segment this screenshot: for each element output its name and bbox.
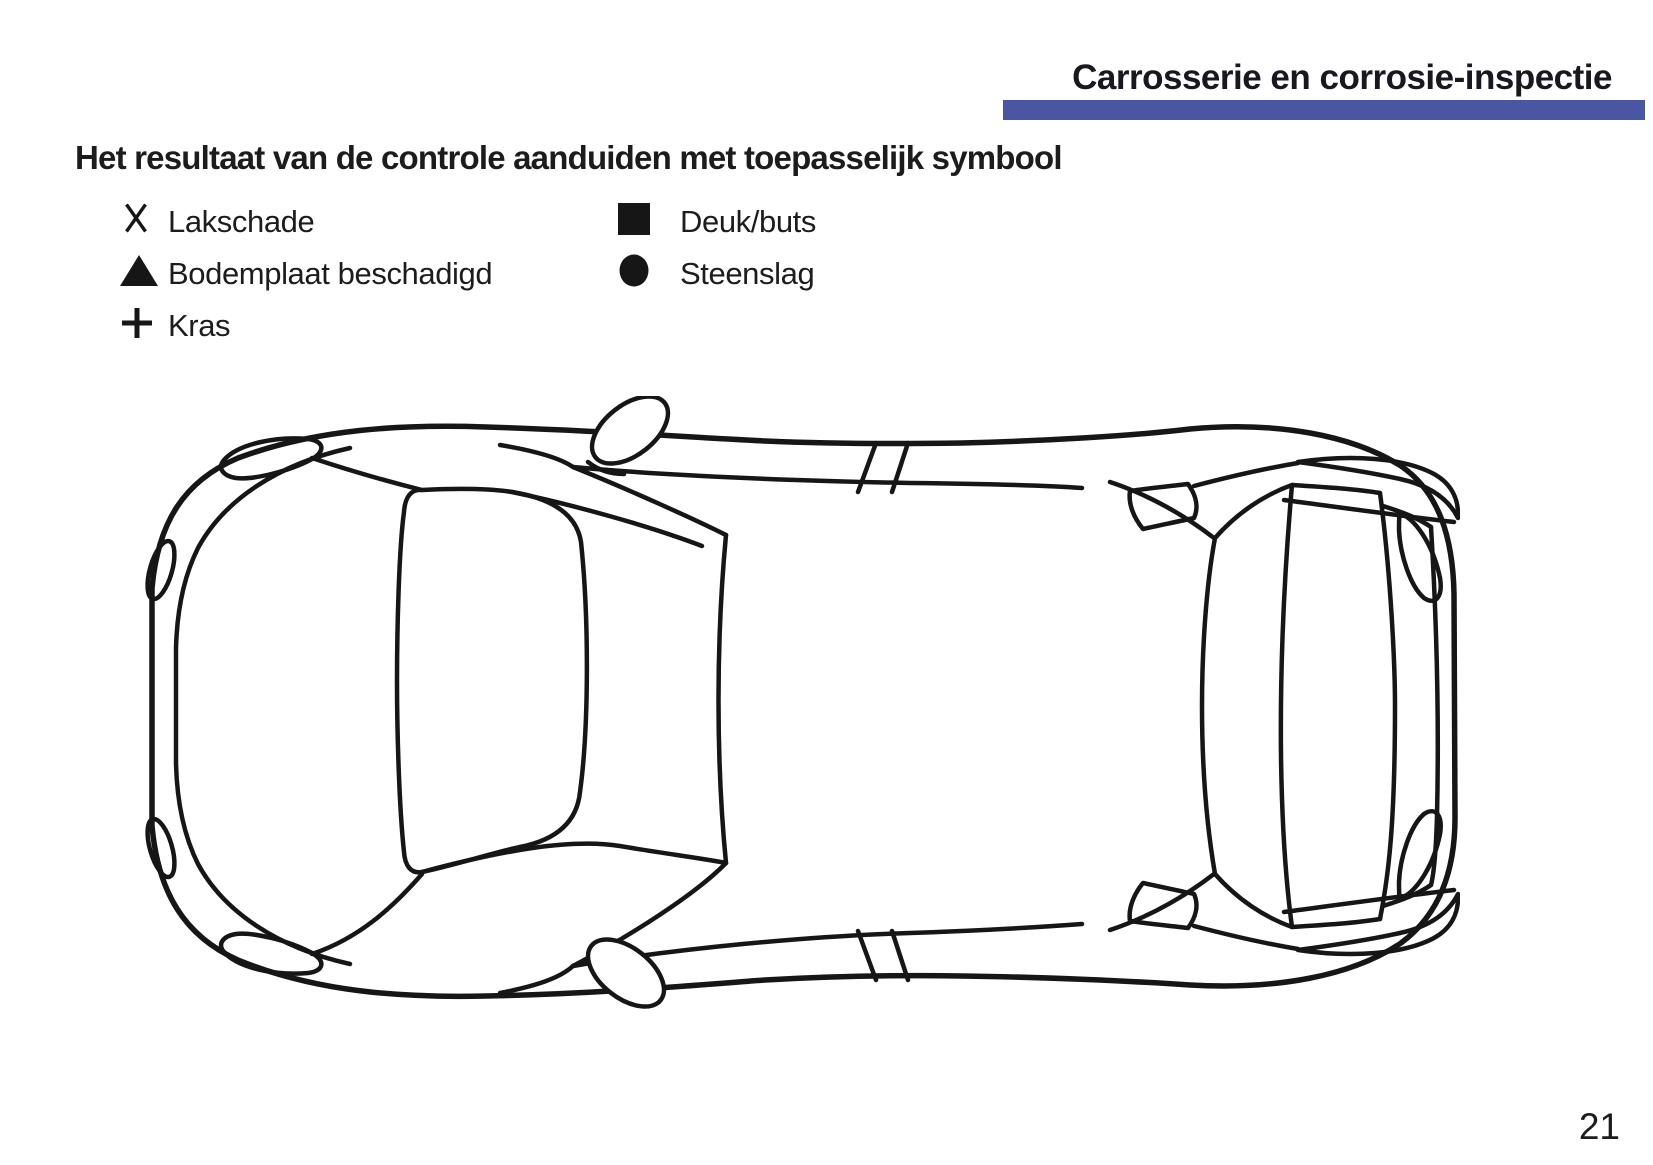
circle-icon: [619, 254, 649, 287]
rear-panel-seam-top: [1284, 500, 1454, 522]
rear-bumper-line: [1431, 527, 1438, 885]
legend-label-lakschade: Lakschade: [168, 204, 315, 239]
instruction-heading: Het resultaat van de controle aanduiden met toepasselijk symbool: [75, 139, 1062, 176]
body-step-top: [500, 445, 573, 467]
windshield-roof-arc: [719, 535, 727, 863]
page-title: Carrosserie en corrosie-inspectie: [1072, 58, 1612, 97]
windshield-edge-top: [512, 492, 702, 546]
triangle-icon: [120, 255, 158, 286]
legend-label-steenslag: Steenslag: [680, 256, 815, 291]
hood-panel: [397, 489, 587, 872]
windshield-edge-bottom: [422, 844, 726, 872]
hood-cut-line-top: [312, 458, 422, 490]
body-step-bottom: [500, 966, 573, 993]
b-pillar-bottom: [858, 931, 908, 980]
header-accent-bar: [1003, 100, 1645, 120]
rear-window: [1202, 485, 1292, 927]
hatch-seam-top: [1292, 485, 1380, 493]
taillight-bottom: [1399, 811, 1441, 898]
x-mark-icon: [124, 202, 148, 234]
rear-rail-bottom: [1194, 926, 1298, 949]
plus-mark-icon: [120, 306, 154, 340]
rear-rail-top: [1194, 463, 1298, 486]
car-top-view-diagram: [140, 396, 1460, 1026]
side-mirror-bottom: [576, 926, 676, 1020]
legend-label-deukbuts: Deuk/buts: [680, 204, 816, 239]
hatch-arc: [1380, 493, 1395, 919]
front-bumper-seam-bottom: [142, 816, 180, 880]
page-number: 21: [1578, 1106, 1620, 1147]
rear-panel-seam-bottom: [1284, 890, 1454, 912]
hatch-seam-bottom: [1292, 919, 1380, 927]
square-icon: [618, 203, 650, 235]
front-bumper-line: [176, 448, 350, 964]
window-sill-top: [573, 467, 1082, 488]
headlight-left-bottom: [221, 934, 321, 974]
front-bumper-seam-top: [142, 538, 180, 602]
legend-label-kras: Kras: [168, 308, 231, 343]
hood-cut-line-bottom: [312, 874, 422, 954]
legend-label-bodemplaat: Bodemplaat beschadigd: [168, 256, 493, 291]
